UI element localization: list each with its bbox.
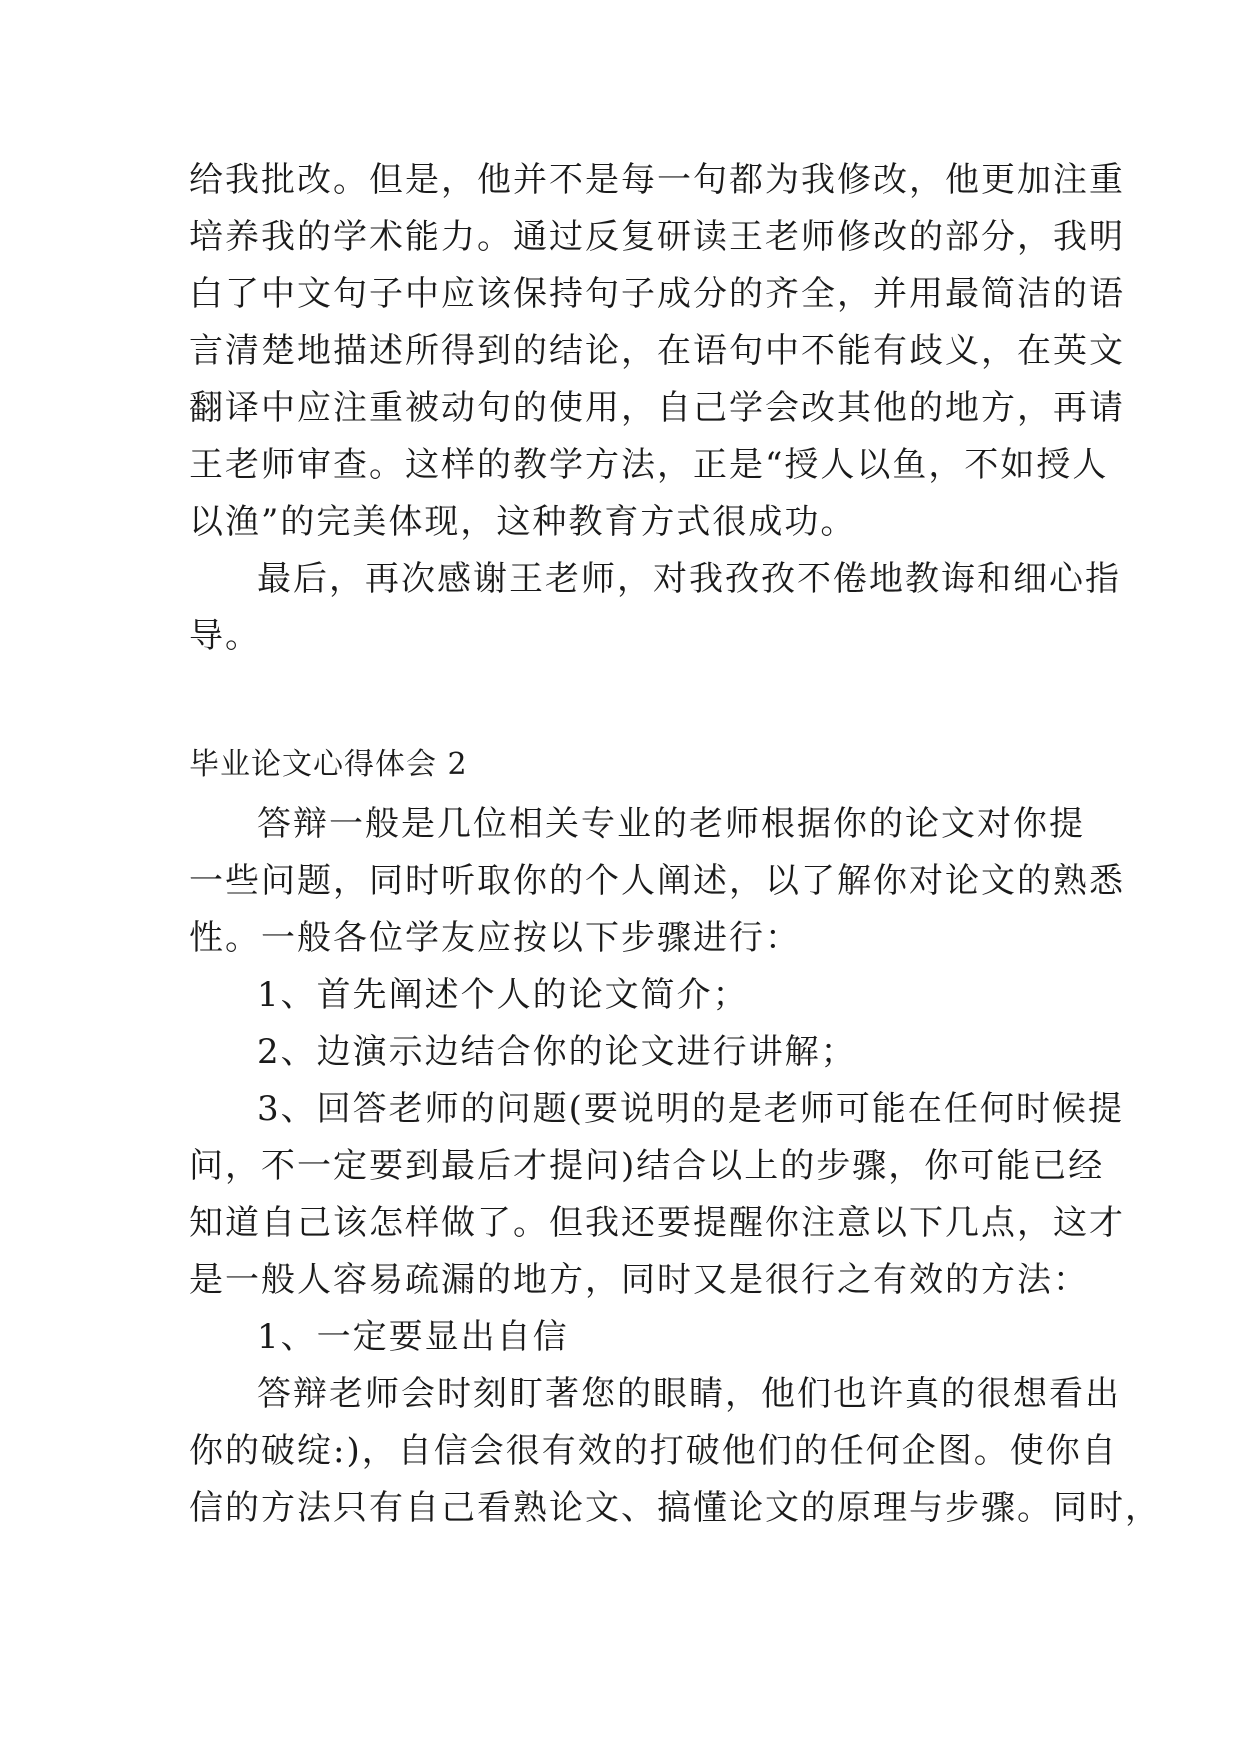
paragraph-line: 3、回答老师的问题(要说明的是老师可能在任何时候提	[257, 1089, 1124, 1129]
section-heading: 毕业论文心得体会 2	[189, 747, 468, 782]
paragraph-line: 知道自己该怎样做了。但我还要提醒你注意以下几点，这才	[189, 1203, 1125, 1243]
paragraph-line: 最后，再次感谢王老师，对我孜孜不倦地教诲和细心指	[257, 559, 1121, 599]
paragraph-line: 言清楚地描述所得到的结论，在语句中不能有歧义，在英文	[189, 331, 1125, 371]
paragraph-line: 导。	[189, 616, 261, 656]
list-item: 2、边演示边结合你的论文进行讲解；	[257, 1032, 857, 1072]
paragraph-line: 培养我的学术能力。通过反复研读王老师修改的部分，我明	[189, 217, 1125, 257]
paragraph-line: 信的方法只有自己看熟论文、搞懂论文的原理与步骤。同时，	[189, 1488, 1161, 1528]
paragraph-line: 一些问题，同时听取你的个人阐述，以了解你对论文的熟悉	[189, 861, 1125, 901]
paragraph-line: 翻译中应注重被动句的使用，自己学会改其他的地方，再请	[189, 388, 1125, 428]
paragraph-line: 给我批改。但是，他并不是每一句都为我修改，他更加注重	[189, 160, 1125, 200]
paragraph-line: 答辩老师会时刻盯著您的眼睛，他们也许真的很想看出	[257, 1374, 1121, 1414]
paragraph-line: 性。一般各位学友应按以下步骤进行：	[189, 918, 801, 958]
paragraph-line: 你的破绽:)，自信会很有效的打破他们的任何企图。使你自	[189, 1431, 1118, 1471]
paragraph-line: 是一般人容易疏漏的地方，同时又是很行之有效的方法：	[189, 1260, 1089, 1300]
point-title: 1、一定要显出自信	[257, 1317, 569, 1357]
paragraph-line: 以渔”的完美体现，这种教育方式很成功。	[189, 502, 857, 542]
paragraph-line: 王老师审查。这样的教学方法，正是“授人以鱼，不如授人	[189, 445, 1109, 485]
list-item: 1、首先阐述个人的论文简介；	[257, 975, 749, 1015]
paragraph-line: 答辩一般是几位相关专业的老师根据你的论文对你提	[257, 804, 1085, 844]
paragraph-line: 问，不一定要到最后才提问)结合以上的步骤，你可能已经	[189, 1146, 1105, 1186]
paragraph-line: 白了中文句子中应该保持句子成分的齐全，并用最简洁的语	[189, 274, 1125, 314]
document-page	[189, 160, 1161, 1640]
